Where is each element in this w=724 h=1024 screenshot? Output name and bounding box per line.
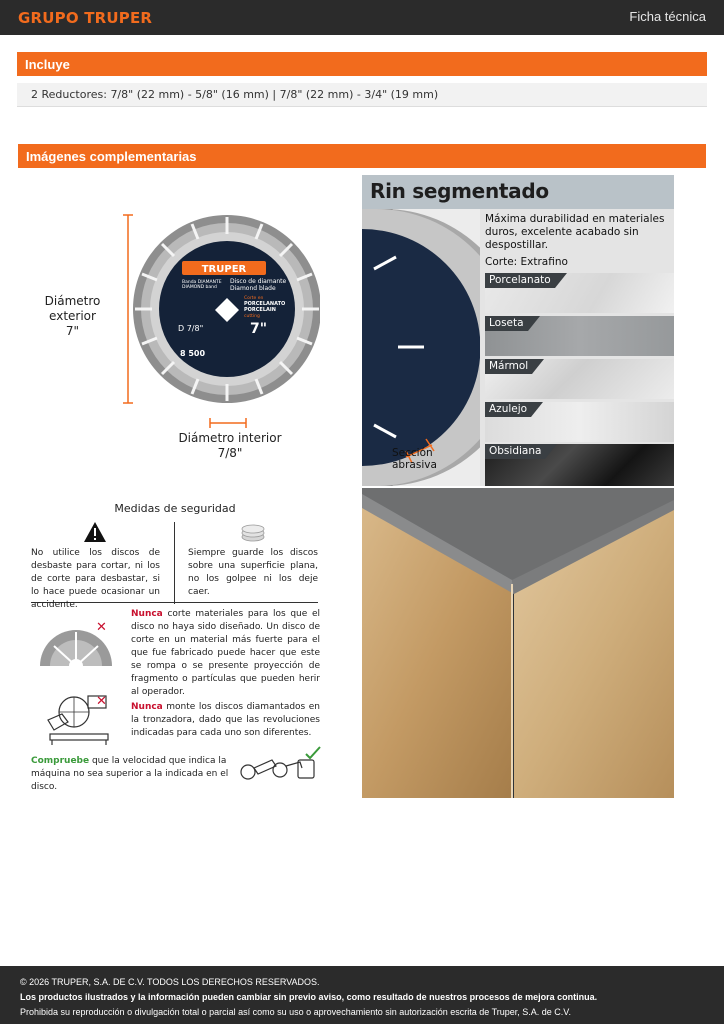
safety-rule-3: Compruebe que la velocidad que indica la máquina no sea superior a la indicada en el disco. xyxy=(31,756,229,792)
safety-warning-right: Siempre guarde los discos sobre una superficie plana, no los golpee ni los deje caer. xyxy=(188,548,318,597)
grinder-check-icon xyxy=(236,746,322,782)
document-type: Ficha técnica xyxy=(629,9,706,24)
disc-band-en: DIAMOND band xyxy=(182,285,217,290)
tile-corner-photo xyxy=(362,488,674,798)
footer-rights: Prohibida su reproducción o divulgación total o parcial así como su uso o aprovechamiento sin autorización escrita de Truper, S.A. de C.V. xyxy=(20,1007,571,1017)
disc-size: 7" xyxy=(250,321,268,337)
disc-bore: D 7/8" xyxy=(178,324,204,333)
disc-illustration xyxy=(120,210,320,435)
disc-cut-es: Corte en xyxy=(244,296,264,301)
rim-closeup-image xyxy=(362,209,480,486)
segmented-rim-title: Rin segmentado xyxy=(362,175,674,209)
material-obsidian: Obsidiana xyxy=(485,444,674,486)
prohibited-x-icon-1: ✕ xyxy=(96,620,107,635)
includes-item: 2 Reductores: 7/8" (22 mm) - 5/8" (16 mm) | 7/8" (22 mm) - 3/4" (19 mm) xyxy=(17,83,707,107)
disc-cut-material-2: PORCELAIN xyxy=(244,307,276,313)
disc-rpm: 8 500 xyxy=(180,349,206,358)
chop-saw-icon xyxy=(38,690,120,746)
disc-cut-material-1: PORCELANATO xyxy=(244,301,286,307)
footer xyxy=(0,966,724,1024)
segmented-rim-cut: Corte: Extrafino xyxy=(485,256,568,268)
material-tile: Loseta xyxy=(485,316,674,356)
disc-type-es: Disco de diamante xyxy=(230,278,287,285)
stacked-discs-icon xyxy=(240,521,266,543)
segmented-rim-description: Máxima durabilidad en materiales duros, excelente acabado sin despostillar. xyxy=(485,213,665,251)
safety-warning-left: No utilice los discos de desbaste para cortar, ni los de corte para desbastar, si lo hace puede ocasionar un accidente. xyxy=(31,548,160,610)
material-porcelain: Porcelanato xyxy=(485,273,674,313)
prohibited-x-icon-2: ✕ xyxy=(96,694,107,709)
images-section-title: Imágenes complementarias xyxy=(18,144,706,168)
warning-icon xyxy=(83,521,107,543)
footer-copyright: © 2026 TRUPER, S.A. DE C.V. TODOS LOS DERECHOS RESERVADOS. xyxy=(20,977,320,987)
footer-notice: Los productos ilustrados y la información pueden cambiar sin previo aviso, como resultado de nuestros procesos de mejora continua. xyxy=(20,992,598,1002)
safety-rule-2: Nunca monte los discos diamantados en la tronzadora, dado que las revoluciones indicadas para cada uno son diferentes. xyxy=(131,702,320,738)
disc-cut-en: cutting xyxy=(244,314,260,319)
disc-band-es: Banda DIAMANTE xyxy=(182,280,222,285)
inner-diameter-label: Diámetro interior 7/8" xyxy=(178,431,282,460)
outer-diameter-label: Diámetro exterior 7" xyxy=(44,294,101,338)
safety-rule-1: Nunca corte materiales para los que el disco no haya sido diseñado. Un disco de corte en un material más fuerte para el que fue fabricado puede hacer que este se rompa o se presente proyección de fragmento o partículas que pueden herir al operador. xyxy=(131,609,320,697)
abrasive-section-label: Sección abrasiva xyxy=(392,447,437,471)
safety-divider-vertical xyxy=(174,522,175,604)
top-bar xyxy=(0,0,724,35)
material-marble: Mármol xyxy=(485,359,674,399)
disc-brand: TRUPER xyxy=(201,264,247,275)
includes-section-title: Incluye xyxy=(17,52,707,76)
safety-title: Medidas de seguridad xyxy=(114,502,236,515)
material-ceramic: Azulejo xyxy=(485,402,674,442)
brand-logo[interactable]: GRUPO TRUPER xyxy=(18,9,153,27)
segmented-rim-panel xyxy=(362,175,674,486)
disc-type-en: Diamond blade xyxy=(230,285,276,292)
